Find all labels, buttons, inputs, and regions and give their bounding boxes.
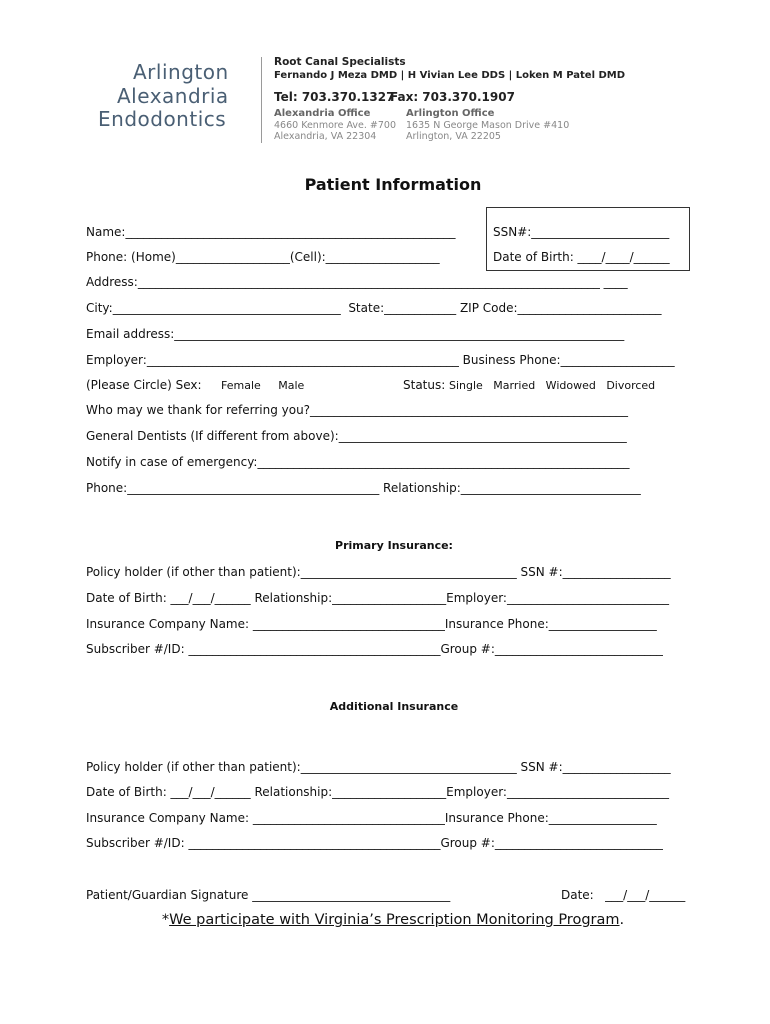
address-field[interactable]: Address:_____________________________________________________________________________ ____ [86, 275, 628, 289]
referral-field[interactable]: Who may we thank for referring you?_____________________________________________________ [86, 403, 629, 417]
logo-endodontics: Endodontics [98, 107, 227, 131]
logo-arlington: Arlington [133, 60, 229, 84]
primary-company-field[interactable]: Insurance Company Name: ________________________________Insurance Phone:__________________ [86, 617, 657, 631]
phone-field[interactable]: Phone: (Home)___________________(Cell):___________________ [86, 250, 440, 264]
city-state-zip-field[interactable]: City:______________________________________ State:____________ ZIP Code:________________________ [86, 301, 662, 315]
fax: Fax: 703.370.1907 [390, 90, 515, 104]
emergency-phone-field[interactable]: Phone:__________________________________________ Relationship:______________________________ [86, 481, 641, 495]
tel: Tel: 703.370.1327 [274, 90, 395, 104]
primary-subscriber-field[interactable]: Subscriber #/ID: __________________________________________Group #:____________________________ [86, 642, 663, 656]
alexandria-office-city: Alexandria, VA 22304 [274, 131, 377, 142]
arlington-office-street: 1635 N George Mason Drive #410 [406, 120, 570, 131]
additional-insurance-heading: Additional Insurance [329, 700, 459, 713]
ssn-field[interactable]: SSN#:_______________________ [493, 225, 670, 239]
footer-star: * [161, 912, 170, 928]
signature-date-field[interactable]: Date: ___/___/______ [561, 888, 686, 902]
footer-period: . [619, 912, 625, 928]
doctors: Fernando J Meza DMD | H Vivian Lee DDS | Loken M Patel DMD [274, 70, 626, 81]
signature-field[interactable]: Patient/Guardian Signature _________________________________ [86, 888, 451, 902]
arlington-office-city: Arlington, VA 22205 [406, 131, 501, 142]
additional-policy-holder-field[interactable]: Policy holder (if other than patient):____________________________________ SSN #:__________________ [86, 760, 671, 774]
letterhead-divider [261, 57, 262, 143]
page-title: Patient Information [304, 175, 482, 194]
dob-field[interactable]: Date of Birth: ____/____/______ [493, 250, 670, 264]
sex-options[interactable]: Female Male [221, 379, 305, 392]
status-label: Status: [403, 378, 446, 392]
alexandria-office-street: 4660 Kenmore Ave. #700 [274, 120, 396, 131]
specialty: Root Canal Specialists [274, 56, 406, 68]
email-field[interactable]: Email address:___________________________________________________________________________ [86, 327, 625, 341]
footer-text: We participate with Virginia’s Prescription Monitoring Program [169, 912, 620, 928]
arlington-office-name: Arlington Office [406, 108, 495, 119]
footer-note [0, 912, 770, 928]
employer-field[interactable]: Employer:____________________________________________________ Business Phone:___________________ [86, 353, 675, 367]
status-options[interactable]: Single Married Widowed Divorced [449, 379, 656, 392]
emergency-contact-field[interactable]: Notify in case of emergency:______________________________________________________________ [86, 455, 630, 469]
primary-dob-field[interactable]: Date of Birth: ___/___/______ Relationship:___________________Employer:___________________________ [86, 591, 669, 605]
logo-alexandria: Alexandria [117, 84, 229, 108]
primary-insurance-heading: Primary Insurance: [335, 539, 453, 552]
name-field[interactable]: Name:_______________________________________________________ [86, 225, 456, 239]
additional-company-field[interactable]: Insurance Company Name: ________________________________Insurance Phone:__________________ [86, 811, 657, 825]
sex-label: (Please Circle) Sex: [86, 378, 202, 392]
alexandria-office-name: Alexandria Office [274, 108, 371, 119]
primary-policy-holder-field[interactable]: Policy holder (if other than patient):____________________________________ SSN #:__________________ [86, 565, 671, 579]
additional-dob-field[interactable]: Date of Birth: ___/___/______ Relationship:___________________Employer:___________________________ [86, 785, 669, 799]
additional-subscriber-field[interactable]: Subscriber #/ID: __________________________________________Group #:____________________________ [86, 836, 663, 850]
general-dentist-field[interactable]: General Dentists (If different from above):________________________________________________ [86, 429, 627, 443]
